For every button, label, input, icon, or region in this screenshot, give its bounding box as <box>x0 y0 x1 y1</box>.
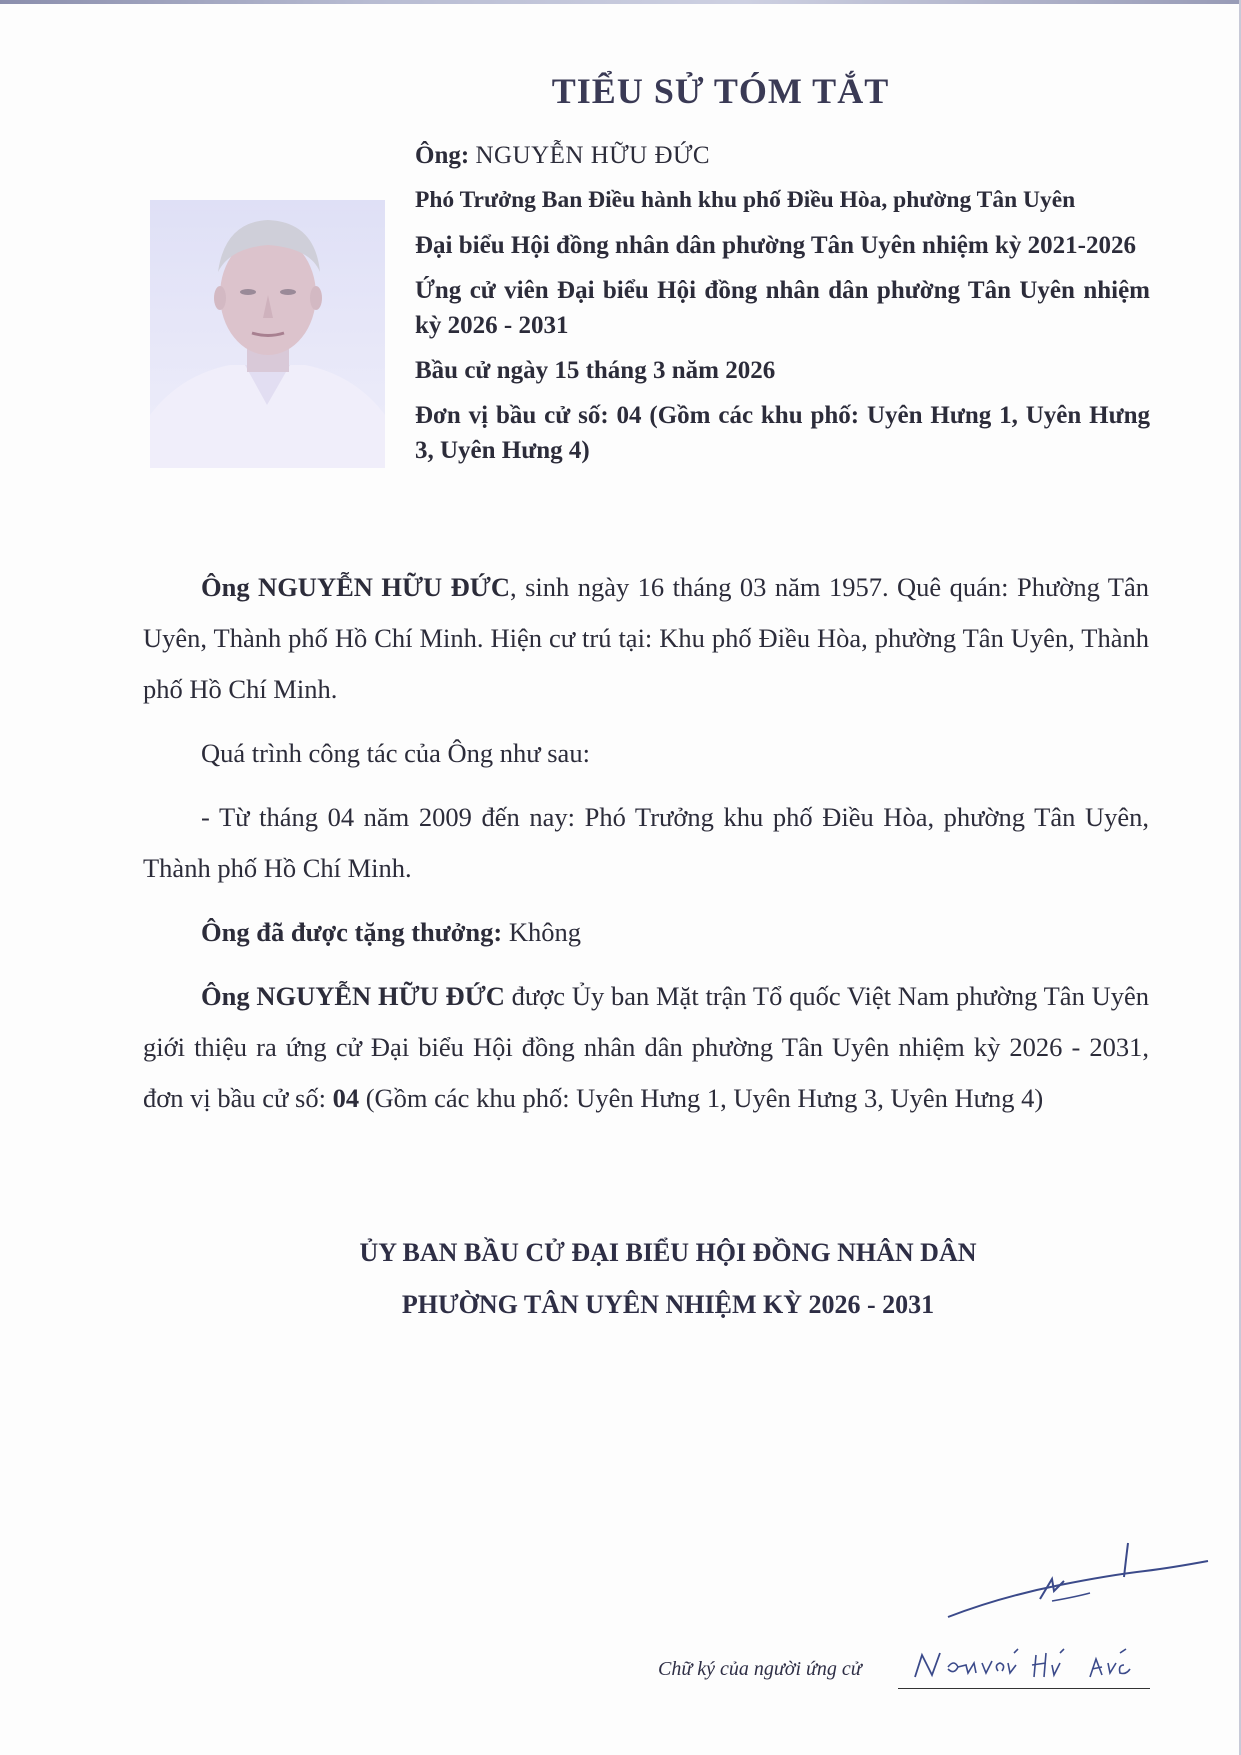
nomination-text: được Ủy ban Mặt trận Tổ quốc Việt Nam phường Tân Uyên giới thiệu ra ứng cử Đại biểu Hội đồng nhân dân phường Tân Uyên nhiệm kỳ 2026 - 2031, đơn vị bầu cử số: <box>143 981 1149 1113</box>
awards-value: Không <box>502 917 581 947</box>
biography-body <box>143 562 1149 1137</box>
scan-edge <box>0 0 1241 4</box>
candidate-header <box>415 138 1150 478</box>
candidate-name-line <box>415 138 1150 173</box>
election-date: Bầu cử ngày 15 tháng 3 năm 2026 <box>415 357 776 384</box>
work-history-item: - Từ tháng 04 năm 2009 đến nay: Phó Trưởng khu phố Điều Hòa, phường Tân Uyên, Thành phố Hồ Chí Minh. <box>143 802 1149 883</box>
election-committee <box>0 1227 1241 1331</box>
handwritten-name <box>910 1645 1155 1685</box>
bio-paragraph-personal <box>143 562 1149 715</box>
signature-scribble <box>940 1535 1220 1625</box>
candidate-position: Phó Trưởng Ban Điều hành khu phố Điều Hòa, phường Tân Uyên <box>415 187 1076 213</box>
bio-personal-text: , sinh ngày 16 tháng 03 năm 1957. Quê quán: Phường Tân Uyên, Thành phố Hồ Chí Minh. Hiện cư trú tại: Khu phố Điều Hòa, phường Tân Uyên, Thành phố Hồ Chí Minh. <box>143 572 1149 704</box>
nomination-paragraph <box>143 971 1149 1124</box>
nomination-unit: 04 <box>332 1083 360 1113</box>
document-title: TIỂU SỬ TÓM TẮT <box>551 71 890 111</box>
current-delegate-term: Đại biểu Hội đồng nhân dân phường Tân Uyên nhiệm kỳ 2021-2026 <box>415 232 1136 259</box>
committee-line-2: PHƯỜNG TÂN UYÊN NHIỆM KỲ 2026 - 2031 <box>401 1290 935 1319</box>
candidate-portrait <box>150 200 385 468</box>
nomination-tail: (Gồm các khu phố: Uyên Hưng 1, Uyên Hưng 3, Uyên Hưng 4) <box>359 1083 1044 1113</box>
candidate-name: NGUYỄN HỮU ĐỨC <box>475 142 711 169</box>
bio-name: Ông NGUYỄN HỮU ĐỨC <box>201 572 510 602</box>
constituency: Đơn vị bầu cử số: 04 (Gồm các khu phố: Uyên Hưng 1, Uyên Hưng 3, Uyên Hưng 4) <box>415 402 1150 464</box>
name-prefix: Ông: <box>415 142 476 169</box>
committee-line-1: ỦY BAN BẦU CỬ ĐẠI BIỂU HỘI ĐỒNG NHÂN DÂN <box>359 1238 977 1267</box>
candidacy-term: Ứng cử viên Đại biểu Hội đồng nhân dân phường Tân Uyên nhiệm kỳ 2026 - 2031 <box>415 277 1150 339</box>
work-history-heading: Quá trình công tác của Ông như sau: <box>201 738 590 768</box>
signature-line <box>898 1688 1150 1689</box>
portrait-illustration <box>150 200 385 468</box>
signature-label: Chữ ký của người ứng cử <box>658 1658 862 1680</box>
nomination-name: Ông NGUYỄN HỮU ĐỨC <box>201 981 505 1011</box>
awards-label: Ông đã được tặng thưởng: <box>201 917 503 947</box>
awards-paragraph <box>143 907 1149 958</box>
